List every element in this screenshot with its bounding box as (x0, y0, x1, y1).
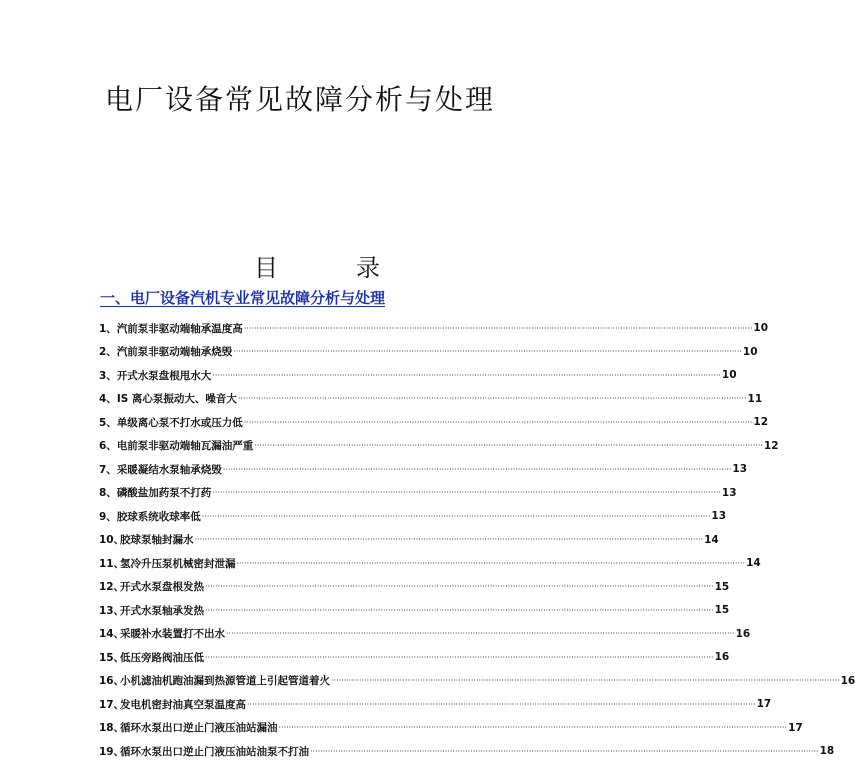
toc-leader-dots: ········································································································································································································ (205, 605, 714, 615)
toc-item-title: 氢冷升压泵机械密封泄漏 (120, 557, 236, 570)
toc-heading-char-2: 录 (356, 254, 380, 282)
toc-item[interactable] (99, 508, 727, 524)
toc-leader-dots: ········································································································································································································ (237, 394, 747, 403)
toc-leader-dots: ········································································································································································································ (194, 535, 704, 544)
toc-leader-dots: ········································································································································································································ (278, 723, 788, 732)
toc-item-title: 胶球系统收球率低 (116, 510, 201, 523)
toc-item-number: 18、 (99, 722, 125, 734)
toc-item[interactable] (99, 555, 761, 571)
toc-item-page: 16 (714, 651, 730, 663)
toc-item-number: 7、 (99, 463, 117, 476)
toc-item-page: 13 (711, 510, 727, 522)
toc-leader-dots: ········································································································································································································ (205, 582, 714, 591)
toc-item-number: 5、 (99, 416, 117, 429)
toc-item-page: 10 (721, 369, 737, 381)
toc-item-title: 电前泵非驱动端轴瓦漏油严重 (116, 440, 254, 452)
toc-heading-char-1: 目 (254, 254, 278, 282)
toc-item-title: 胶球泵轴封漏水 (120, 534, 194, 546)
toc-item-title: 采暖凝结水泵轴承烧毁 (116, 463, 222, 476)
toc-item-page: 13 (721, 486, 737, 499)
document-title: 电厂设备常见故障分析与处理 (104, 83, 495, 116)
toc-item-page: 12 (763, 439, 779, 452)
toc-item[interactable] (99, 532, 719, 548)
toc-leader-dots: ········································································································································································································ (243, 417, 753, 427)
toc-leader-dots: ········································································································································································································ (331, 676, 840, 685)
toc-leader-dots: ········································································································································································································ (310, 746, 819, 756)
toc-item-title: 汽前泵非驱动端轴承烧毁 (116, 346, 233, 358)
toc-item-page: 16 (735, 627, 751, 640)
toc-item[interactable] (99, 602, 730, 618)
toc-item-title: 低压旁路阀油压低 (120, 651, 204, 664)
toc-item[interactable] (99, 391, 763, 407)
toc-item-page: 14 (746, 557, 761, 569)
toc-item-number: 19、 (99, 745, 125, 758)
toc-item-page: 10 (742, 345, 758, 358)
toc-item[interactable] (99, 626, 751, 642)
toc-item-title: 磷酸盐加药泵不打药 (116, 487, 212, 499)
toc-item-number: 2、 (99, 346, 117, 358)
toc-leader-dots: ········································································································································································································ (243, 323, 753, 333)
toc-item-title: 循环水泵出口逆止门液压油站漏油 (120, 722, 278, 734)
section-title: 一、电厂设备汽机专业常见故障分析与处理 (100, 289, 386, 307)
toc-item-page: 17 (756, 698, 772, 710)
toc-item-title: 开式水泵盘根甩水大 (116, 369, 212, 382)
toc-item-page: 18 (819, 745, 835, 757)
toc-item-number: 16、 (99, 675, 125, 687)
toc-item-page: 10 (753, 322, 769, 334)
toc-item[interactable] (99, 673, 855, 689)
toc-item-number: 8、 (99, 487, 117, 499)
toc-leader-dots: ········································································································································································································ (212, 488, 721, 497)
toc-leader-dots: ········································································································································································································ (247, 699, 756, 709)
toc-item-number: 4、 (99, 393, 117, 405)
toc-item-title: 汽前泵非驱动端轴承温度高 (116, 322, 243, 335)
toc-item-page: 15 (714, 604, 730, 616)
toc-item-number: 9、 (99, 510, 117, 523)
toc-item-page: 16 (840, 674, 855, 687)
toc-item-number: 3、 (99, 369, 117, 382)
toc-item-number: 17、 (99, 698, 125, 711)
toc-leader-dots: ········································································································································································································ (254, 441, 763, 450)
toc-item-title: 开式水泵轴承发热 (120, 604, 204, 617)
toc-item-title: IS 离心泵振动大、噪音大 (116, 393, 237, 405)
toc-item-page: 14 (704, 533, 719, 546)
toc-item[interactable] (99, 414, 769, 430)
toc-heading (0, 248, 600, 282)
toc-item-number: 10、 (99, 534, 125, 546)
toc-item-number: 14、 (99, 628, 125, 640)
toc-item[interactable] (99, 344, 758, 360)
toc-item[interactable] (99, 485, 737, 501)
toc-leader-dots: ········································································································································································································ (222, 464, 732, 474)
toc-item[interactable] (99, 367, 737, 383)
toc-item-number: 6、 (99, 440, 117, 452)
toc-item-number: 13、 (99, 604, 125, 617)
toc-leader-dots: ········································································································································································································ (233, 347, 742, 356)
toc-item-number: 12、 (99, 581, 125, 593)
toc-item-number: 15、 (99, 651, 125, 664)
toc-item[interactable] (99, 720, 803, 736)
toc-item-title: 发电机密封油真空泵温度高 (120, 698, 246, 711)
toc-leader-dots: ········································································································································································································ (205, 652, 714, 662)
toc-leader-dots: ········································································································································································································ (201, 511, 711, 521)
toc-item-page: 17 (788, 721, 803, 734)
toc-item-number: 11、 (99, 557, 125, 570)
toc-item-title: 采暖补水装置打不出水 (120, 628, 225, 640)
toc-item[interactable] (99, 696, 772, 712)
toc-item-title: 循环水泵出口逆止门液压油站油泵不打油 (120, 745, 309, 758)
toc-item[interactable] (99, 579, 730, 595)
toc-leader-dots: ········································································································································································································ (226, 629, 735, 638)
toc-item[interactable] (99, 743, 835, 759)
toc-item[interactable] (99, 461, 748, 477)
toc-item-page: 13 (732, 463, 748, 475)
toc-item-title: 单级离心泵不打水或压力低 (116, 416, 243, 429)
toc-item-title: 开式水泵盘根发热 (120, 581, 204, 593)
toc-item[interactable] (99, 438, 779, 454)
toc-item[interactable] (99, 649, 730, 665)
toc-item-page: 12 (753, 416, 769, 428)
toc-leader-dots: ········································································································································································································ (212, 370, 721, 380)
toc-item-page: 15 (714, 580, 730, 593)
toc-leader-dots: ········································································································································································································ (236, 558, 746, 568)
toc-item[interactable] (99, 320, 769, 336)
toc-item-title: 小机滤油机跑油漏到热源管道上引起管道着火 (120, 675, 330, 687)
toc-item-page: 11 (747, 392, 763, 405)
toc-item-number: 1、 (99, 322, 117, 335)
